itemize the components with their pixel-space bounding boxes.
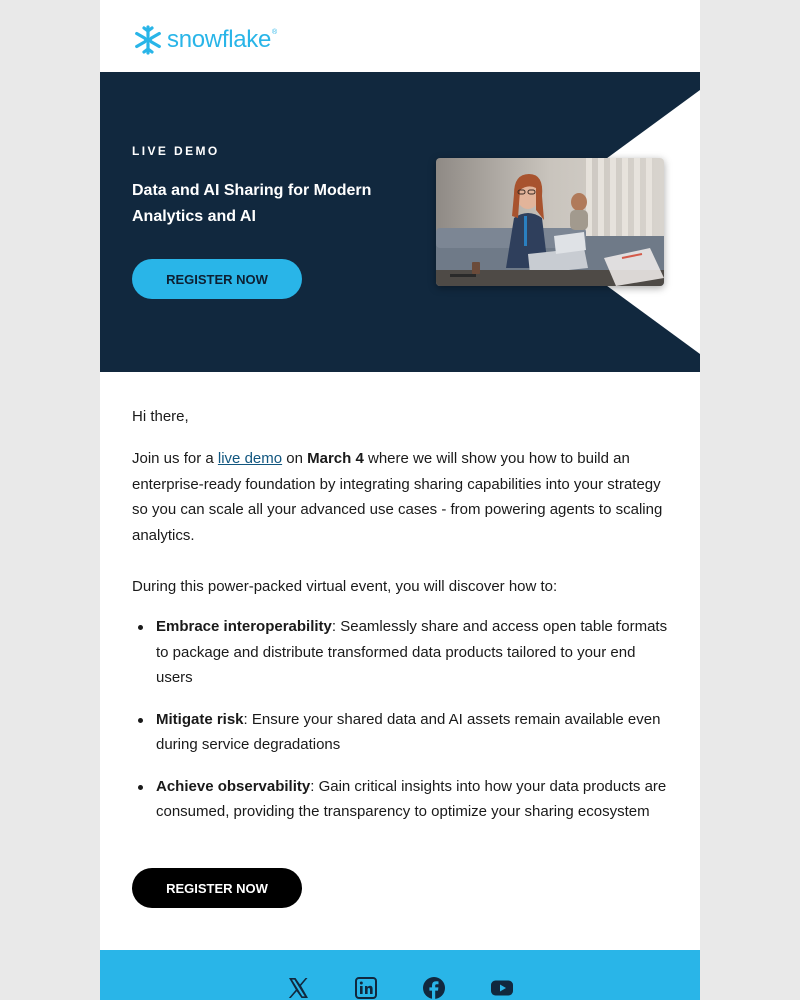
snowflake-icon — [132, 24, 164, 56]
logo-wordmark: snowflake — [167, 26, 272, 53]
intro-mid: on — [282, 450, 308, 467]
intro-paragraph — [132, 446, 668, 548]
point-title: Embrace interoperability — [156, 618, 332, 635]
benefits-list — [132, 614, 668, 841]
register-now-button-body[interactable]: REGISTER NOW — [132, 868, 302, 908]
youtube-icon[interactable] — [490, 976, 514, 1000]
email-container — [100, 0, 700, 1000]
register-now-button-hero[interactable]: REGISTER NOW — [132, 259, 302, 299]
intro-prefix: Join us for a — [132, 450, 218, 467]
list-item — [132, 614, 668, 691]
snowflake-logo[interactable] — [132, 24, 277, 56]
point-text: : Ensure your shared data and AI assets remain available even during service degradations — [156, 710, 661, 753]
bullet-icon — [138, 718, 143, 723]
intro-suffix: where we will show you how to build an enterprise-ready foundation by integrating sharing capabilities into your strategy so you can scale all your advanced use cases - from powering agents to scaling analytics. — [132, 450, 663, 544]
greeting: Hi there, — [132, 408, 189, 425]
footer-social-bar — [100, 950, 700, 1000]
bullet-icon — [138, 625, 143, 630]
list-item — [132, 707, 668, 758]
x-icon[interactable] — [286, 976, 310, 1000]
bullet-icon — [138, 785, 143, 790]
woman-laptop-photo — [436, 158, 664, 286]
point-title: Mitigate risk — [156, 710, 244, 728]
registered-mark: ® — [272, 28, 278, 36]
discover-paragraph: During this power-packed virtual event, you will discover how to: — [132, 578, 558, 595]
linkedin-icon[interactable] — [354, 976, 378, 1000]
live-demo-link[interactable]: live demo — [217, 450, 283, 467]
hero-title: Data and AI Sharing for Modern Analytics and AI — [132, 182, 372, 225]
point-text: : Seamlessly share and access open table formats to package and distribute transformed data products tailored to your end users — [156, 618, 668, 686]
email-body — [100, 372, 700, 950]
hero-banner — [100, 72, 700, 372]
point-text: : Gain critical insights into how your data products are consumed, providing the transparency to optimize your sharing ecosystem — [156, 777, 667, 820]
hero-eyebrow: LIVE DEMO — [132, 144, 220, 158]
list-item — [132, 774, 668, 825]
facebook-icon[interactable] — [422, 976, 446, 1000]
point-title: Achieve observability — [156, 777, 311, 795]
hero-image — [436, 158, 664, 286]
event-date: March 4 — [307, 450, 364, 467]
header-bar — [100, 0, 700, 72]
